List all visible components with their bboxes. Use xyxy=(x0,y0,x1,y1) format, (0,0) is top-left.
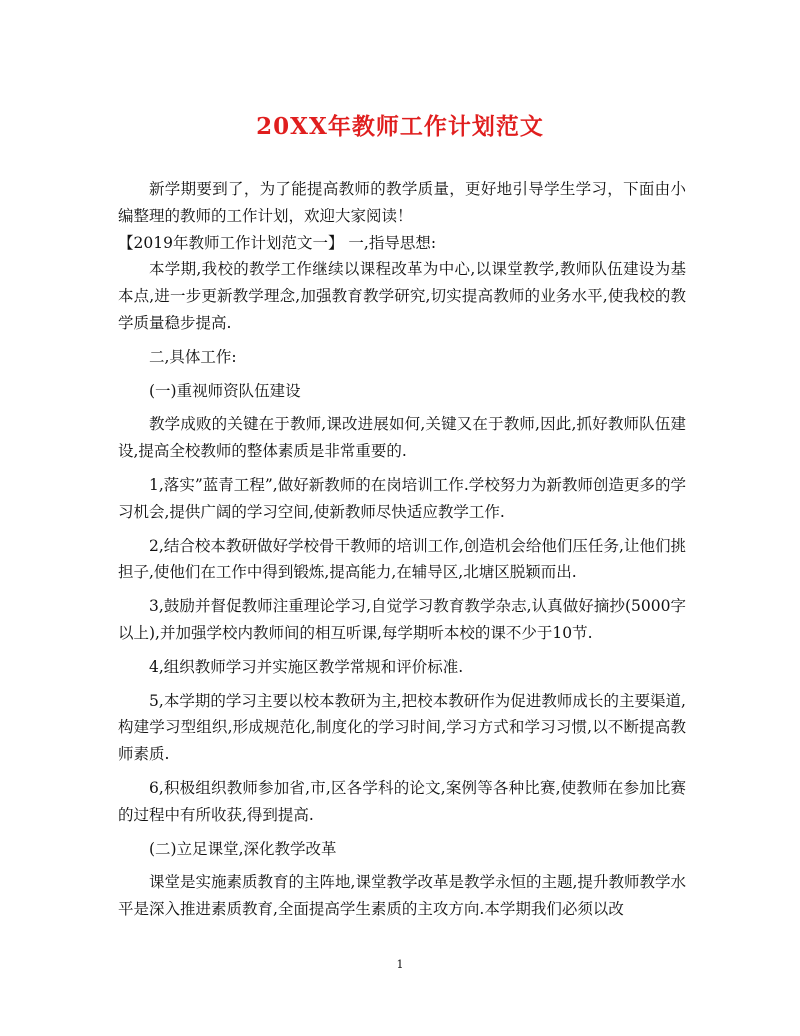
spacer xyxy=(118,404,686,411)
spacer xyxy=(118,465,686,472)
spacer xyxy=(118,526,686,533)
page-number: 1 xyxy=(396,958,404,971)
paragraph-5: 2,结合校本教研做好学校骨干教师的培训工作,创造机会给他们压任务,让他们挑担子,使他们在工作中得到锻炼,提高能力,在辅导区,北塘区脱颖而出. xyxy=(118,536,686,582)
spacer xyxy=(118,371,686,378)
paragraph-11: 课堂是实施素质教育的主阵地,课堂教学改革是教学永恒的主题,提升教师教学水平是深入推进素质教育,全面提高学生素质的主攻方向.本学期我们必须以改 xyxy=(118,873,686,919)
paragraph-0: 本学期,我校的教学工作继续以课程改革为中心,以课堂教学,教师队伍建设为基本点,进一步更新教学理念,加强教育教学研究,切实提高教师的业务水平,使我校的教学质量稳步提高. xyxy=(118,260,686,332)
spacer xyxy=(118,586,686,593)
spacer xyxy=(118,337,686,344)
spacer xyxy=(118,862,686,869)
paragraph-1: 二,具体工作: xyxy=(149,347,237,366)
spacer xyxy=(118,647,686,654)
spacer xyxy=(118,768,686,775)
guiding-heading: 一,指导思想: xyxy=(348,233,437,252)
paragraph-2: (一)重视师资队伍建设 xyxy=(149,381,301,400)
section-label: 【2019年教师工作计划范文一】 xyxy=(118,233,344,252)
section-heading-line xyxy=(118,230,686,257)
spacer xyxy=(118,829,686,836)
paragraph-6: 3,鼓励并督促教师注重理论学习,自觉学习教育教学杂志,认真做好摘抄(5000字以上),并加强学校内教师间的相互听课,每学期听本校的课不少于10节. xyxy=(118,597,686,642)
paragraph-3: 教学成败的关键在于教师,课改进展如何,关键又在于教师,因此,抓好教师队伍建设,提高全校教师的整体素质是非常重要的. xyxy=(118,415,686,461)
document-title: 20XX年教师工作计划范文 xyxy=(256,113,544,140)
intro-paragraph: 新学期要到了，为了能提高教师的教学质量，更好地引导学生学习，下面由小编整理的教师的工作计划，欢迎大家阅读！ xyxy=(118,180,686,225)
paragraph-8: 5,本学期的学习主要以校本教研为主,把校本教研作为促进教师成长的主要渠道,构建学习型组织,形成规范化,制度化的学习时间,学习方式和学习习惯,以不断提高教师素质. xyxy=(118,691,686,764)
paragraph-7: 4,组织教师学习并实施区教学常规和评价标准. xyxy=(149,657,464,676)
document-body xyxy=(118,176,686,923)
spacer xyxy=(118,681,686,688)
paragraph-9: 6,积极组织教师参加省,市,区各学科的论文,案例等各种比赛,使教师在参加比赛的过程中有所收获,得到提高. xyxy=(118,778,686,824)
paragraph-4: 1,落实”蓝青工程”,做好新教师的在岗培训工作.学校努力为新教师创造更多的学习机会,提供广阔的学习空间,使新教师尽快适应教学工作. xyxy=(118,475,686,521)
paragraph-10: (二)立足课堂,深化教学改革 xyxy=(149,839,337,858)
